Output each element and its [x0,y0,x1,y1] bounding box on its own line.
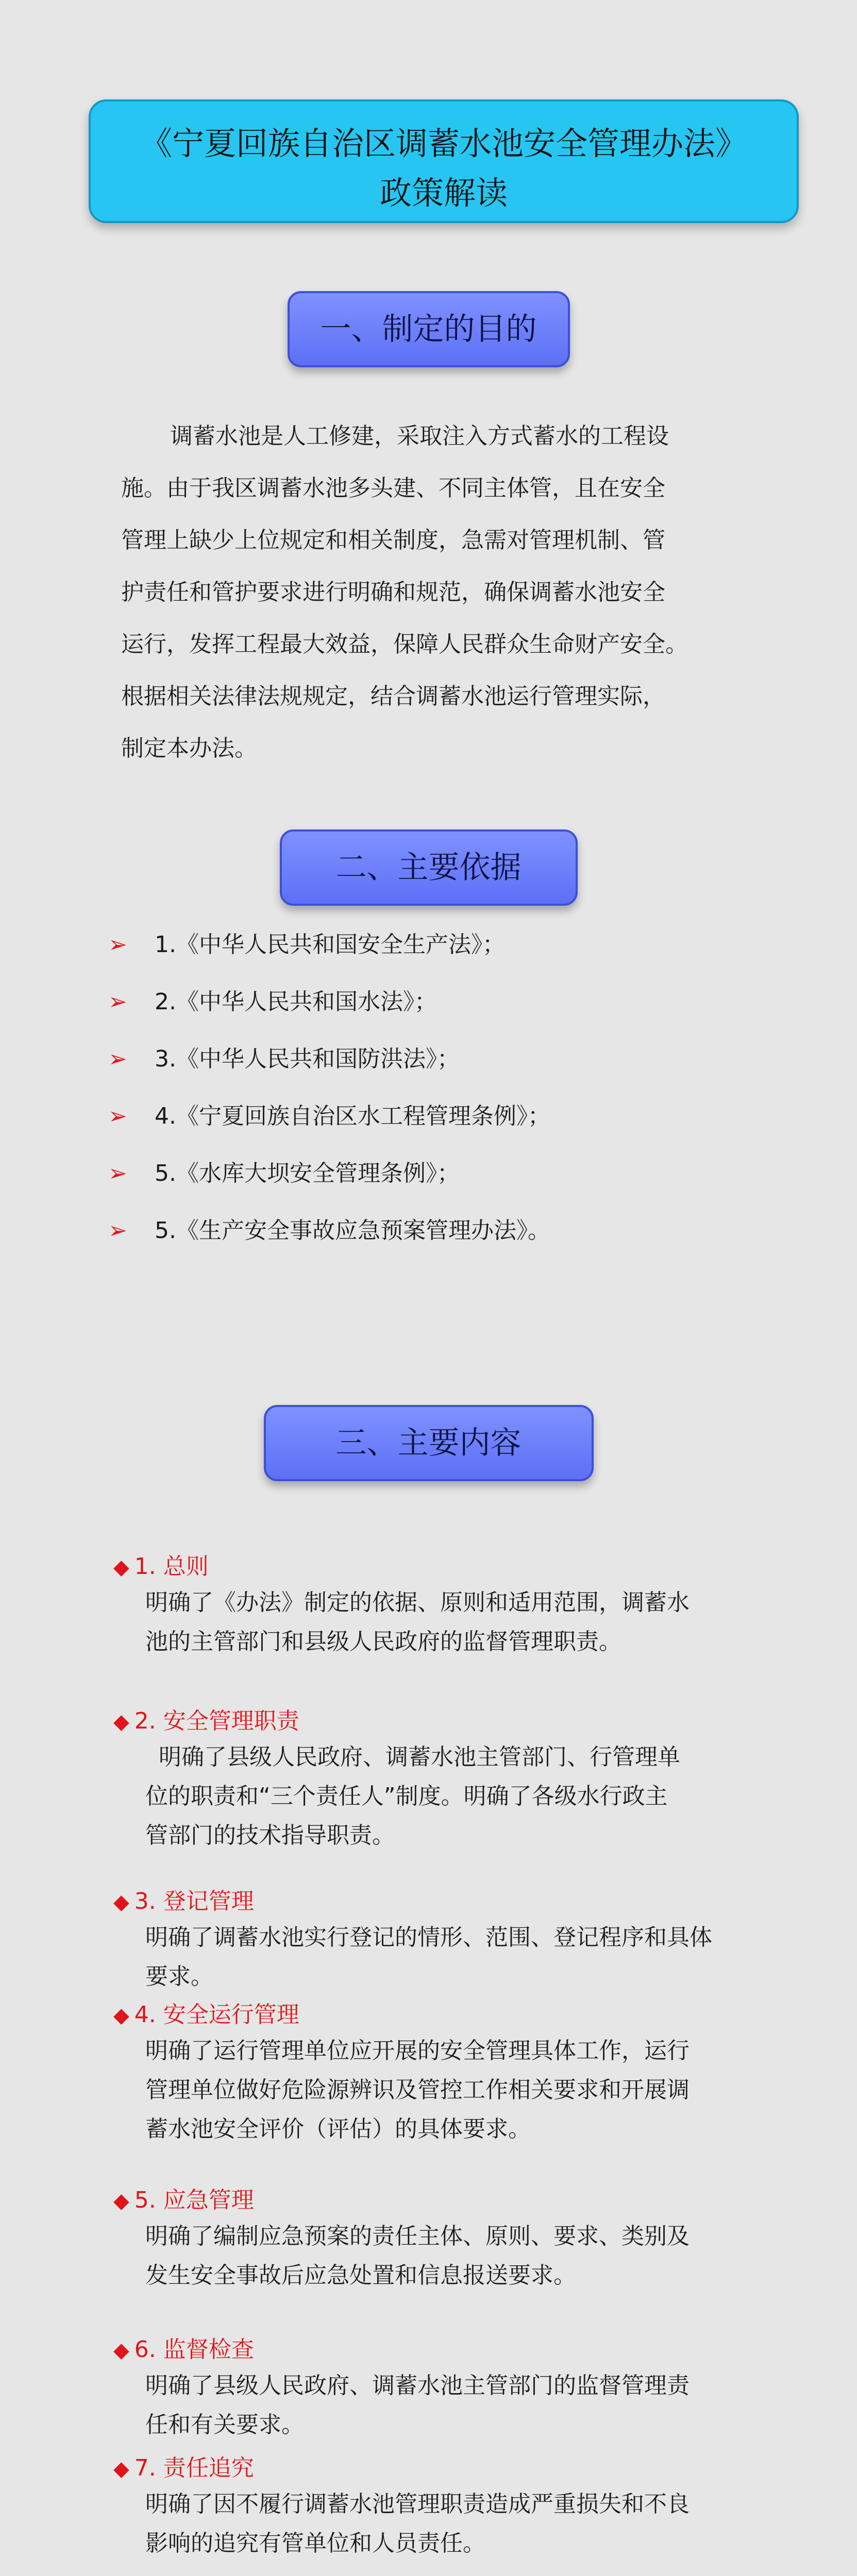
content-item-line: 蓄水池安全评价（评估）的具体要求。 [145,2116,531,2142]
diamond-icon: ◆ [113,1710,129,1734]
diamond-icon: ◆ [113,2338,129,2362]
content-item-line: 明确了县级人民政府、调蓄水池主管部门、行管理单 [159,1744,680,1770]
content-item-title: 5. 应急管理 [134,2187,254,2213]
arrow-right-icon: ➢ [108,931,127,958]
diamond-icon: ◆ [113,1555,129,1579]
content-item-operation [113,1999,773,2149]
content-item-line: 任和有关要求。 [145,2412,304,2438]
arrow-right-icon: ➢ [108,1217,127,1244]
content-item-title: 3. 登记管理 [134,1888,254,1914]
arrow-right-icon: ➢ [108,1103,127,1129]
diamond-icon: ◆ [113,2457,129,2481]
section-heading-content: 三、主要内容 [264,1405,594,1481]
title-line-1: 《宁夏回族自治区调蓄水池安全管理办法》 [140,125,747,162]
content-item-line: 明确了运行管理单位应开展的安全管理具体工作，运行 [145,2038,690,2064]
content-item-title: 4. 安全运行管理 [134,2002,299,2028]
content-item-line: 明确了调蓄水池实行登记的情形、范围、登记程序和具体 [145,1924,712,1951]
purpose-line: 运行，发挥工程最大效益，保障人民群众生命财产安全。 [121,631,688,657]
diamond-icon: ◆ [113,1890,129,1914]
content-item-line: 明确了《办法》制定的依据、原则和适用范围，调蓄水 [145,1589,690,1616]
content-item-line: 管理单位做好危险源辨识及管控工作相关要求和开展调 [145,2077,690,2103]
purpose-line: 调蓄水池是人工修建，采取注入方式蓄水的工程设 [170,423,669,449]
list-item: ➢ 5.《生产安全事故应急预案管理办法》。 [108,1215,778,1273]
arrow-right-icon: ➢ [108,1046,127,1072]
content-item-line: 管部门的技术指导职责。 [145,1822,395,1849]
list-item: ➢ 1.《中华人民共和国安全生产法》； [108,929,778,987]
list-item: ➢ 4.《宁夏回族自治区水工程管理条例》； [108,1101,778,1158]
content-item-title: 6. 监督检查 [134,2336,254,2363]
content-item-general [113,1551,773,1662]
content-item-responsibility [113,1705,773,1855]
arrow-right-icon: ➢ [108,1160,127,1187]
content-item-title: 1. 总则 [134,1553,209,1580]
content-item-line: 发生安全事故后应急处置和信息报送要求。 [145,2262,576,2289]
content-item-line: 位的职责和“三个责任人”制度。明确了各级水行政主 [145,1783,668,1809]
content-item-line: 明确了编制应急预案的责任主体、原则、要求、类别及 [145,2223,690,2249]
content-item-line: 池的主管部门和县级人民政府的监督管理职责。 [145,1629,621,1655]
content-item-line: 明确了因不履行调蓄水池管理职责造成严重损失和不良 [145,2491,690,2517]
arrow-right-icon: ➢ [108,989,127,1015]
content-item-accountability [113,2452,773,2563]
content-item-line: 影响的追究有管单位和人员责任。 [145,2530,485,2556]
list-item: ➢ 3.《中华人民共和国防洪法》； [108,1044,778,1101]
content-item-registration [113,1886,773,1996]
diamond-icon: ◆ [113,2004,129,2027]
list-item: ➢ 5.《水库大坝安全管理条例》； [108,1158,778,1215]
content-item-line: 要求。 [145,1963,213,1990]
content-item-title: 7. 责任追究 [134,2455,254,2481]
section-heading-basis: 二、主要依据 [280,829,578,906]
content-item-emergency [113,2184,773,2295]
basis-list [108,929,778,1273]
purpose-line: 施。由于我区调蓄水池多头建、不同主体管，且在安全 [121,475,665,501]
section-heading-purpose: 一、制定的目的 [288,291,570,367]
content-item-title: 2. 安全管理职责 [134,1708,299,1734]
content-item-supervision [113,2334,773,2445]
title-banner [89,99,799,223]
diamond-icon: ◆ [113,2189,129,2213]
purpose-line: 管理上缺少上位规定和相关制度，急需对管理机制、管 [121,527,665,553]
purpose-line: 制定本办法。 [121,735,257,761]
list-item: ➢ 2.《中华人民共和国水法》； [108,987,778,1044]
content-item-line: 明确了县级人民政府、调蓄水池主管部门的监督管理责 [145,2372,690,2399]
purpose-line: 护责任和管护要求进行明确和规范，确保调蓄水池安全 [121,579,665,605]
purpose-line: 根据相关法律法规规定，结合调蓄水池运行管理实际， [121,683,665,709]
title-line-2: 政策解读 [379,174,508,212]
